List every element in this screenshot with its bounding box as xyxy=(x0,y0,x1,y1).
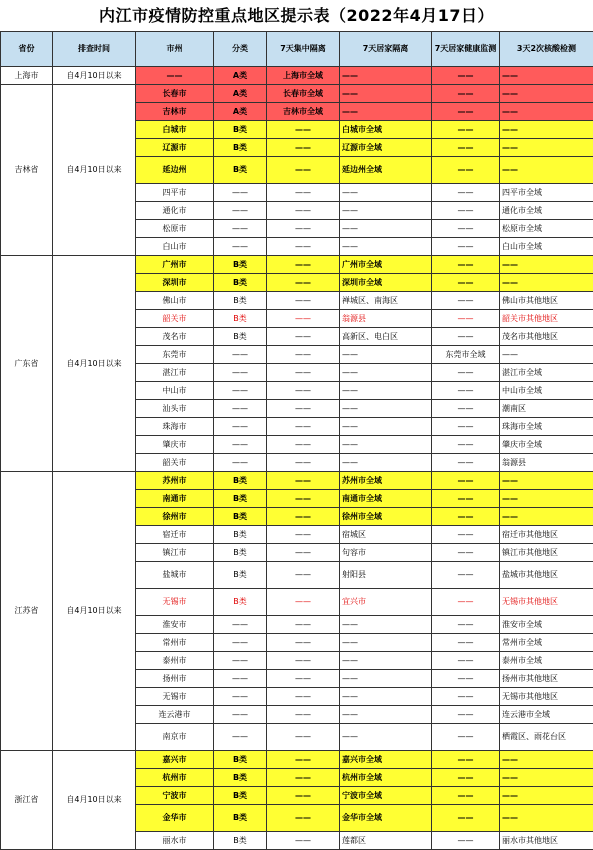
centralized-isolation-cell: —— xyxy=(267,121,340,139)
centralized-isolation-cell: —— xyxy=(267,769,340,787)
nucleic-test-cell: —— xyxy=(500,787,593,805)
home-isolation-cell: 广州市全域 xyxy=(340,256,432,274)
nucleic-test-cell: 翁源县 xyxy=(500,454,593,472)
city-cell: 通化市 xyxy=(136,202,214,220)
home-health-monitoring-cell: —— xyxy=(432,418,500,436)
home-isolation-cell: 白城市全域 xyxy=(340,121,432,139)
home-health-monitoring-cell: —— xyxy=(432,769,500,787)
city-cell: 常州市 xyxy=(136,634,214,652)
category-cell: B类 xyxy=(214,562,267,589)
nucleic-test-cell: 通化市全域 xyxy=(500,202,593,220)
home-isolation-cell: —— xyxy=(340,67,432,85)
home-health-monitoring-cell: —— xyxy=(432,508,500,526)
home-isolation-cell: —— xyxy=(340,103,432,121)
centralized-isolation-cell: —— xyxy=(267,805,340,832)
nucleic-test-cell: 盐城市其他地区 xyxy=(500,562,593,589)
centralized-isolation-cell: —— xyxy=(267,589,340,616)
nucleic-test-cell: 白山市全域 xyxy=(500,238,593,256)
city-cell: 南京市 xyxy=(136,724,214,751)
category-cell: B类 xyxy=(214,472,267,490)
category-cell: B类 xyxy=(214,157,267,184)
centralized-isolation-cell: —— xyxy=(267,670,340,688)
category-cell: B类 xyxy=(214,526,267,544)
city-cell: 盐城市 xyxy=(136,562,214,589)
centralized-isolation-cell: —— xyxy=(267,220,340,238)
header-home-isolation: 7天居家隔离 xyxy=(340,32,432,67)
home-isolation-cell: —— xyxy=(340,202,432,220)
header-city: 市州 xyxy=(136,32,214,67)
nucleic-test-cell: 中山市全域 xyxy=(500,382,593,400)
nucleic-test-cell: 佛山市其他地区 xyxy=(500,292,593,310)
check-time-cell: 自4月10日以来 xyxy=(53,85,136,256)
city-cell: 无锡市 xyxy=(136,589,214,616)
city-cell: —— xyxy=(136,67,214,85)
table-row xyxy=(1,751,593,769)
city-cell: 吉林市 xyxy=(136,103,214,121)
home-isolation-cell: —— xyxy=(340,184,432,202)
city-cell: 白城市 xyxy=(136,121,214,139)
home-health-monitoring-cell: —— xyxy=(432,364,500,382)
category-cell: B类 xyxy=(214,589,267,616)
centralized-isolation-cell: 吉林市全域 xyxy=(267,103,340,121)
home-isolation-cell: —— xyxy=(340,706,432,724)
category-cell: —— xyxy=(214,238,267,256)
home-health-monitoring-cell: —— xyxy=(432,256,500,274)
centralized-isolation-cell: —— xyxy=(267,157,340,184)
city-cell: 中山市 xyxy=(136,382,214,400)
centralized-isolation-cell: —— xyxy=(267,256,340,274)
home-isolation-cell: —— xyxy=(340,418,432,436)
home-health-monitoring-cell: —— xyxy=(432,562,500,589)
nucleic-test-cell: —— xyxy=(500,274,593,292)
city-cell: 茂名市 xyxy=(136,328,214,346)
category-cell: B类 xyxy=(214,121,267,139)
city-cell: 佛山市 xyxy=(136,292,214,310)
category-cell: —— xyxy=(214,724,267,751)
home-health-monitoring-cell: —— xyxy=(432,274,500,292)
province-cell: 吉林省 xyxy=(1,85,53,256)
home-isolation-cell: 延边州全域 xyxy=(340,157,432,184)
table-row xyxy=(1,67,593,85)
home-isolation-cell: 句容市 xyxy=(340,544,432,562)
city-cell: 深圳市 xyxy=(136,274,214,292)
nucleic-test-cell: —— xyxy=(500,157,593,184)
home-health-monitoring-cell: —— xyxy=(432,490,500,508)
category-cell: —— xyxy=(214,400,267,418)
table-row xyxy=(1,256,593,274)
centralized-isolation-cell: —— xyxy=(267,562,340,589)
category-cell: B类 xyxy=(214,787,267,805)
centralized-isolation-cell: —— xyxy=(267,328,340,346)
nucleic-test-cell: 扬州市其他地区 xyxy=(500,670,593,688)
home-health-monitoring-cell: —— xyxy=(432,526,500,544)
category-cell: —— xyxy=(214,670,267,688)
home-health-monitoring-cell: —— xyxy=(432,292,500,310)
home-isolation-cell: —— xyxy=(340,364,432,382)
centralized-isolation-cell: 上海市全域 xyxy=(267,67,340,85)
category-cell: —— xyxy=(214,202,267,220)
home-health-monitoring-cell: —— xyxy=(432,202,500,220)
nucleic-test-cell: 栖霞区、雨花台区 xyxy=(500,724,593,751)
home-isolation-cell: 杭州市全域 xyxy=(340,769,432,787)
city-cell: 白山市 xyxy=(136,238,214,256)
category-cell: A类 xyxy=(214,85,267,103)
nucleic-test-cell: 丽水市其他地区 xyxy=(500,832,593,850)
home-health-monitoring-cell: —— xyxy=(432,436,500,454)
centralized-isolation-cell: —— xyxy=(267,310,340,328)
nucleic-test-cell: —— xyxy=(500,67,593,85)
check-time-cell: 自4月10日以来 xyxy=(53,472,136,751)
nucleic-test-cell: —— xyxy=(500,85,593,103)
home-isolation-cell: 嘉兴市全域 xyxy=(340,751,432,769)
home-isolation-cell: —— xyxy=(340,238,432,256)
centralized-isolation-cell: —— xyxy=(267,634,340,652)
city-cell: 延边州 xyxy=(136,157,214,184)
home-isolation-cell: 苏州市全域 xyxy=(340,472,432,490)
centralized-isolation-cell: —— xyxy=(267,346,340,364)
home-isolation-cell: 徐州市全域 xyxy=(340,508,432,526)
home-isolation-cell: 射阳县 xyxy=(340,562,432,589)
category-cell: B类 xyxy=(214,490,267,508)
nucleic-test-cell: —— xyxy=(500,472,593,490)
home-health-monitoring-cell: —— xyxy=(432,652,500,670)
home-isolation-cell: 禅城区、南海区 xyxy=(340,292,432,310)
table-body xyxy=(1,67,593,850)
home-isolation-cell: 金华市全域 xyxy=(340,805,432,832)
home-health-monitoring-cell: —— xyxy=(432,787,500,805)
home-health-monitoring-cell: —— xyxy=(432,544,500,562)
home-health-monitoring-cell: —— xyxy=(432,805,500,832)
header-home-health-monitoring: 7天居家健康监测 xyxy=(432,32,500,67)
category-cell: —— xyxy=(214,382,267,400)
home-isolation-cell: —— xyxy=(340,616,432,634)
category-cell: —— xyxy=(214,418,267,436)
category-cell: A类 xyxy=(214,67,267,85)
check-time-cell: 自4月10日以来 xyxy=(53,67,136,85)
centralized-isolation-cell: —— xyxy=(267,508,340,526)
home-health-monitoring-cell: —— xyxy=(432,220,500,238)
nucleic-test-cell: 湛江市全域 xyxy=(500,364,593,382)
home-health-monitoring-cell: —— xyxy=(432,472,500,490)
home-health-monitoring-cell: —— xyxy=(432,157,500,184)
home-health-monitoring-cell: —— xyxy=(432,751,500,769)
home-isolation-cell: —— xyxy=(340,220,432,238)
nucleic-test-cell: —— xyxy=(500,508,593,526)
nucleic-test-cell: 无锡市其他地区 xyxy=(500,589,593,616)
home-health-monitoring-cell: —— xyxy=(432,706,500,724)
city-cell: 湛江市 xyxy=(136,364,214,382)
home-isolation-cell: —— xyxy=(340,724,432,751)
home-isolation-cell: —— xyxy=(340,400,432,418)
category-cell: A类 xyxy=(214,103,267,121)
city-cell: 宁波市 xyxy=(136,787,214,805)
centralized-isolation-cell: —— xyxy=(267,526,340,544)
centralized-isolation-cell: —— xyxy=(267,364,340,382)
category-cell: B类 xyxy=(214,769,267,787)
home-isolation-cell: 辽源市全域 xyxy=(340,139,432,157)
category-cell: —— xyxy=(214,652,267,670)
nucleic-test-cell: 潮南区 xyxy=(500,400,593,418)
category-cell: B类 xyxy=(214,832,267,850)
category-cell: —— xyxy=(214,346,267,364)
city-cell: 无锡市 xyxy=(136,688,214,706)
table-row xyxy=(1,85,593,103)
centralized-isolation-cell: —— xyxy=(267,751,340,769)
city-cell: 杭州市 xyxy=(136,769,214,787)
nucleic-test-cell: 宿迁市其他地区 xyxy=(500,526,593,544)
city-cell: 韶关市 xyxy=(136,310,214,328)
nucleic-test-cell: 四平市全域 xyxy=(500,184,593,202)
city-cell: 辽源市 xyxy=(136,139,214,157)
home-isolation-cell: 高新区、电白区 xyxy=(340,328,432,346)
home-health-monitoring-cell: —— xyxy=(432,139,500,157)
header-category: 分类 xyxy=(214,32,267,67)
nucleic-test-cell: 松原市全域 xyxy=(500,220,593,238)
home-health-monitoring-cell: —— xyxy=(432,688,500,706)
nucleic-test-cell: 韶关市其他地区 xyxy=(500,310,593,328)
province-cell: 江苏省 xyxy=(1,472,53,751)
category-cell: —— xyxy=(214,688,267,706)
home-isolation-cell: —— xyxy=(340,670,432,688)
city-cell: 苏州市 xyxy=(136,472,214,490)
home-health-monitoring-cell: —— xyxy=(432,85,500,103)
home-health-monitoring-cell: —— xyxy=(432,670,500,688)
city-cell: 长春市 xyxy=(136,85,214,103)
home-isolation-cell: 宁波市全域 xyxy=(340,787,432,805)
city-cell: 南通市 xyxy=(136,490,214,508)
check-time-cell: 自4月10日以来 xyxy=(53,256,136,472)
home-isolation-cell: 翁源县 xyxy=(340,310,432,328)
city-cell: 汕头市 xyxy=(136,400,214,418)
home-health-monitoring-cell: —— xyxy=(432,310,500,328)
home-isolation-cell: 莲都区 xyxy=(340,832,432,850)
category-cell: —— xyxy=(214,454,267,472)
centralized-isolation-cell: —— xyxy=(267,292,340,310)
home-health-monitoring-cell: —— xyxy=(432,328,500,346)
centralized-isolation-cell: —— xyxy=(267,400,340,418)
centralized-isolation-cell: —— xyxy=(267,490,340,508)
category-cell: B类 xyxy=(214,508,267,526)
home-isolation-cell: —— xyxy=(340,652,432,670)
centralized-isolation-cell: —— xyxy=(267,706,340,724)
city-cell: 淮安市 xyxy=(136,616,214,634)
centralized-isolation-cell: —— xyxy=(267,418,340,436)
home-health-monitoring-cell: —— xyxy=(432,67,500,85)
home-isolation-cell: —— xyxy=(340,454,432,472)
home-isolation-cell: —— xyxy=(340,346,432,364)
home-health-monitoring-cell: —— xyxy=(432,121,500,139)
centralized-isolation-cell: —— xyxy=(267,139,340,157)
risk-area-table xyxy=(0,31,593,850)
nucleic-test-cell: —— xyxy=(500,805,593,832)
nucleic-test-cell: 连云港市全域 xyxy=(500,706,593,724)
city-cell: 扬州市 xyxy=(136,670,214,688)
header-province: 省份 xyxy=(1,32,53,67)
centralized-isolation-cell: —— xyxy=(267,472,340,490)
home-isolation-cell: 宜兴市 xyxy=(340,589,432,616)
centralized-isolation-cell: —— xyxy=(267,787,340,805)
home-health-monitoring-cell: —— xyxy=(432,616,500,634)
nucleic-test-cell: 珠海市全域 xyxy=(500,418,593,436)
category-cell: —— xyxy=(214,634,267,652)
centralized-isolation-cell: —— xyxy=(267,688,340,706)
table-header-row xyxy=(1,32,593,67)
centralized-isolation-cell: —— xyxy=(267,616,340,634)
city-cell: 韶关市 xyxy=(136,454,214,472)
city-cell: 嘉兴市 xyxy=(136,751,214,769)
category-cell: B类 xyxy=(214,544,267,562)
city-cell: 连云港市 xyxy=(136,706,214,724)
city-cell: 东莞市 xyxy=(136,346,214,364)
category-cell: —— xyxy=(214,616,267,634)
nucleic-test-cell: —— xyxy=(500,139,593,157)
home-health-monitoring-cell: —— xyxy=(432,724,500,751)
category-cell: —— xyxy=(214,220,267,238)
page-title: 内江市疫情防控重点地区提示表（2022年4月17日） xyxy=(0,0,593,31)
category-cell: B类 xyxy=(214,751,267,769)
province-cell: 上海市 xyxy=(1,67,53,85)
centralized-isolation-cell: —— xyxy=(267,238,340,256)
centralized-isolation-cell: 长春市全域 xyxy=(267,85,340,103)
home-health-monitoring-cell: —— xyxy=(432,589,500,616)
home-health-monitoring-cell: —— xyxy=(432,103,500,121)
province-cell: 广东省 xyxy=(1,256,53,472)
nucleic-test-cell: 肇庆市全域 xyxy=(500,436,593,454)
city-cell: 松原市 xyxy=(136,220,214,238)
home-isolation-cell: 南通市全域 xyxy=(340,490,432,508)
home-isolation-cell: 深圳市全域 xyxy=(340,274,432,292)
centralized-isolation-cell: —— xyxy=(267,544,340,562)
home-health-monitoring-cell: 东莞市全域 xyxy=(432,346,500,364)
centralized-isolation-cell: —— xyxy=(267,652,340,670)
home-health-monitoring-cell: —— xyxy=(432,382,500,400)
city-cell: 四平市 xyxy=(136,184,214,202)
category-cell: B类 xyxy=(214,292,267,310)
category-cell: —— xyxy=(214,364,267,382)
category-cell: —— xyxy=(214,436,267,454)
city-cell: 肇庆市 xyxy=(136,436,214,454)
home-health-monitoring-cell: —— xyxy=(432,184,500,202)
home-isolation-cell: —— xyxy=(340,688,432,706)
nucleic-test-cell: 镇江市其他地区 xyxy=(500,544,593,562)
centralized-isolation-cell: —— xyxy=(267,274,340,292)
nucleic-test-cell: 常州市全域 xyxy=(500,634,593,652)
category-cell: B类 xyxy=(214,274,267,292)
home-health-monitoring-cell: —— xyxy=(432,634,500,652)
centralized-isolation-cell: —— xyxy=(267,382,340,400)
province-cell: 浙江省 xyxy=(1,751,53,850)
city-cell: 宿迁市 xyxy=(136,526,214,544)
city-cell: 珠海市 xyxy=(136,418,214,436)
home-health-monitoring-cell: —— xyxy=(432,832,500,850)
category-cell: B类 xyxy=(214,328,267,346)
nucleic-test-cell: —— xyxy=(500,346,593,364)
centralized-isolation-cell: —— xyxy=(267,832,340,850)
home-isolation-cell: —— xyxy=(340,436,432,454)
nucleic-test-cell: —— xyxy=(500,751,593,769)
home-isolation-cell: —— xyxy=(340,634,432,652)
home-isolation-cell: —— xyxy=(340,382,432,400)
nucleic-test-cell: 无锡市其他地区 xyxy=(500,688,593,706)
nucleic-test-cell: 泰州市全域 xyxy=(500,652,593,670)
centralized-isolation-cell: —— xyxy=(267,436,340,454)
centralized-isolation-cell: —— xyxy=(267,724,340,751)
home-health-monitoring-cell: —— xyxy=(432,400,500,418)
category-cell: B类 xyxy=(214,310,267,328)
nucleic-test-cell: 茂名市其他地区 xyxy=(500,328,593,346)
city-cell: 镇江市 xyxy=(136,544,214,562)
city-cell: 广州市 xyxy=(136,256,214,274)
category-cell: B类 xyxy=(214,805,267,832)
nucleic-test-cell: —— xyxy=(500,103,593,121)
nucleic-test-cell: —— xyxy=(500,769,593,787)
nucleic-test-cell: —— xyxy=(500,121,593,139)
category-cell: B类 xyxy=(214,139,267,157)
nucleic-test-cell: 淮安市全域 xyxy=(500,616,593,634)
header-check-time: 排查时间 xyxy=(53,32,136,67)
centralized-isolation-cell: —— xyxy=(267,184,340,202)
home-health-monitoring-cell: —— xyxy=(432,238,500,256)
city-cell: 泰州市 xyxy=(136,652,214,670)
centralized-isolation-cell: —— xyxy=(267,202,340,220)
home-health-monitoring-cell: —— xyxy=(432,454,500,472)
city-cell: 丽水市 xyxy=(136,832,214,850)
city-cell: 金华市 xyxy=(136,805,214,832)
nucleic-test-cell: —— xyxy=(500,490,593,508)
centralized-isolation-cell: —— xyxy=(267,454,340,472)
table-row xyxy=(1,472,593,490)
header-nucleic-test: 3天2次核酸检测 xyxy=(500,32,593,67)
city-cell: 徐州市 xyxy=(136,508,214,526)
home-isolation-cell: —— xyxy=(340,85,432,103)
category-cell: B类 xyxy=(214,256,267,274)
category-cell: —— xyxy=(214,706,267,724)
nucleic-test-cell: —— xyxy=(500,256,593,274)
header-centralized-isolation: 7天集中隔离 xyxy=(267,32,340,67)
category-cell: —— xyxy=(214,184,267,202)
home-isolation-cell: 宿城区 xyxy=(340,526,432,544)
check-time-cell: 自4月10日以来 xyxy=(53,751,136,850)
